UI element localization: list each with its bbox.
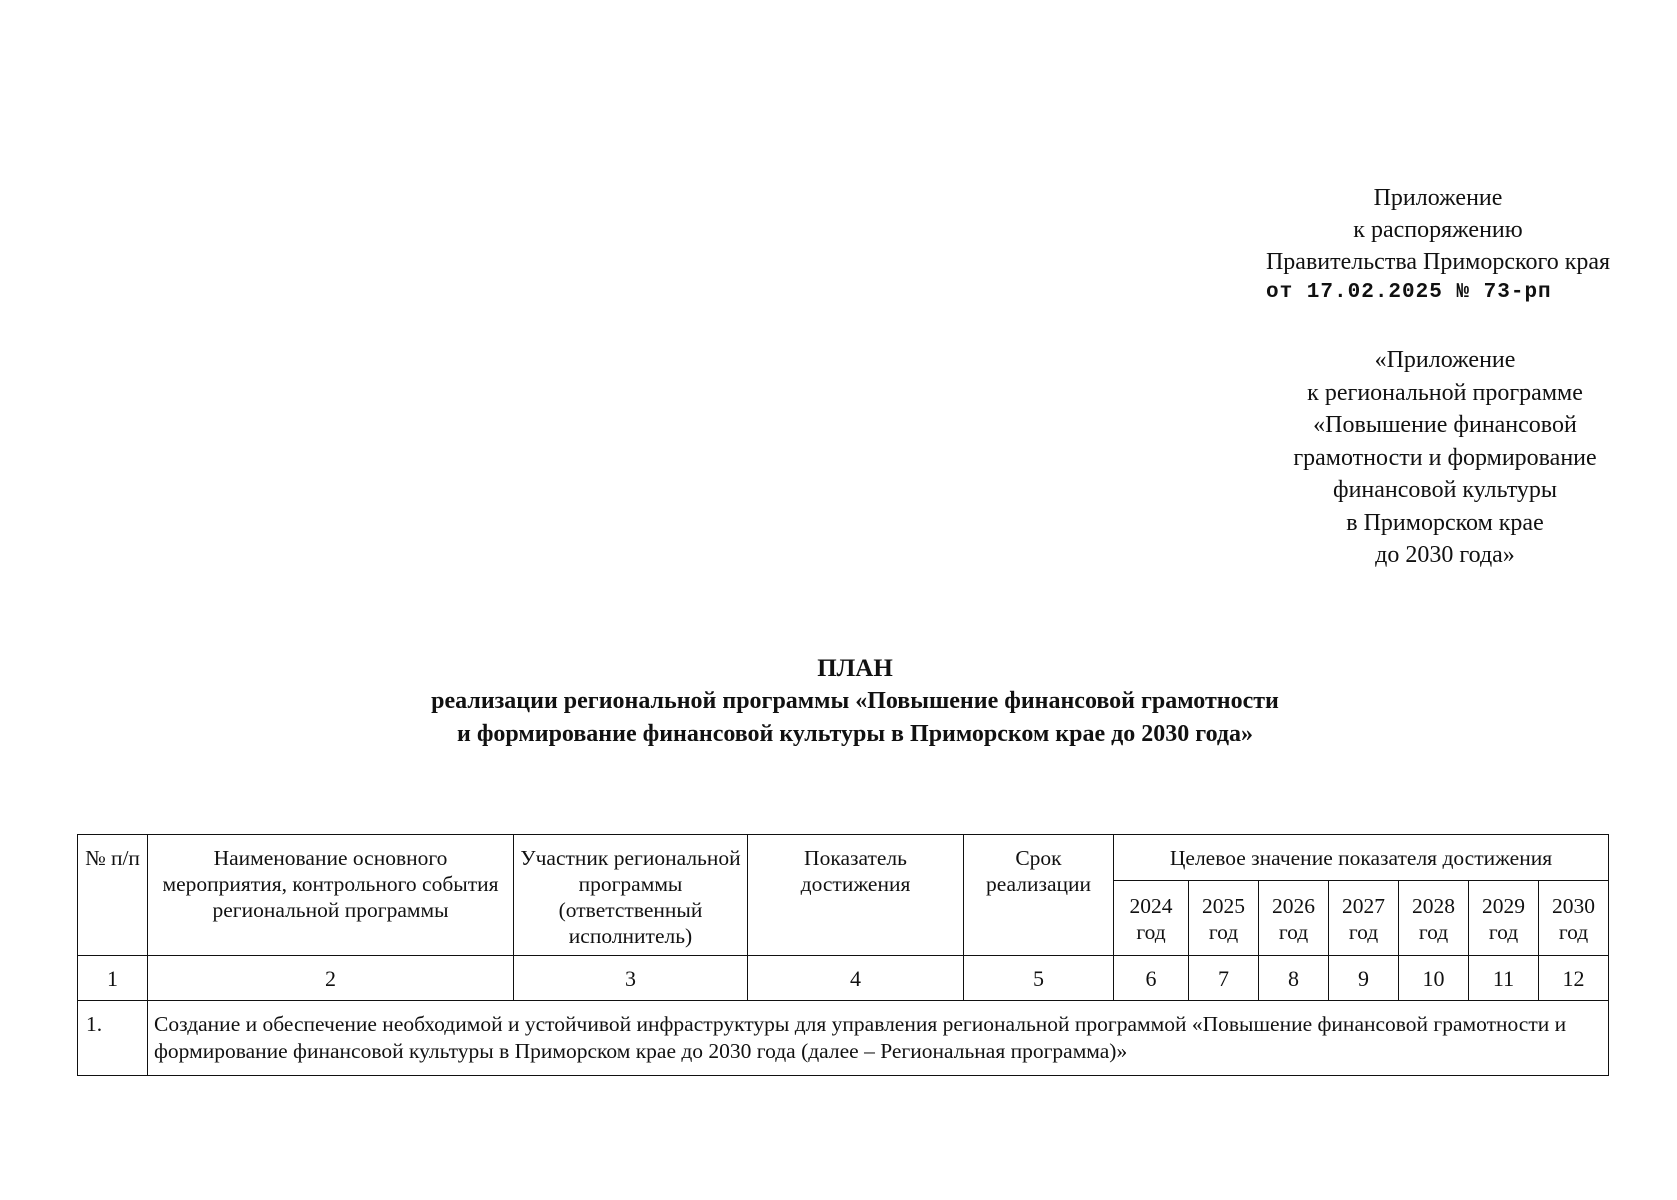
header-event: Наименование основного мероприятия, контрольного события региональной программы xyxy=(148,835,514,956)
header-participant: Участник региональной программы (ответственный исполнитель) xyxy=(514,835,748,956)
column-number: 2 xyxy=(148,956,514,1001)
plan-subheading-line-1: реализации региональной программы «Повышение финансовой грамотности xyxy=(431,688,1279,714)
column-number: 5 xyxy=(964,956,1114,1001)
header-year: 2029 год xyxy=(1469,880,1539,955)
header-year: 2024 год xyxy=(1114,880,1189,955)
attachment-title: Приложение xyxy=(1373,185,1503,211)
table-row xyxy=(78,1001,1609,1076)
column-number: 4 xyxy=(748,956,964,1001)
column-number: 7 xyxy=(1189,956,1259,1001)
plan-table xyxy=(77,834,1609,1076)
program-attachment-line-3: «Повышение финансовой xyxy=(1313,412,1577,438)
program-attachment-line-2: к региональной программе xyxy=(1307,379,1583,406)
program-attachment-line-5: финансовой культуры xyxy=(1333,477,1557,503)
header-term: Срок реализации xyxy=(964,835,1114,956)
program-attachment-line-4: грамотности и формирование xyxy=(1293,444,1597,471)
program-attachment-header xyxy=(1245,344,1645,572)
column-numbers-row xyxy=(78,956,1609,1001)
column-number: 6 xyxy=(1114,956,1189,1001)
column-number: 1 xyxy=(78,956,148,1001)
header-year: 2025 год xyxy=(1189,880,1259,955)
header-year: 2030 год xyxy=(1539,880,1609,955)
header-year: 2027 год xyxy=(1329,880,1399,955)
plan-heading: ПЛАН xyxy=(817,655,893,682)
plan-subheading-line-2: и формирование финансовой культуры в Приморском крае до 2030 года» xyxy=(456,721,1254,747)
program-attachment-line-1: «Приложение xyxy=(1374,347,1516,373)
order-date-number: от 17.02.2025 № 73-рп xyxy=(1266,281,1552,304)
column-number: 10 xyxy=(1399,956,1469,1001)
program-attachment-line-7: до 2030 года» xyxy=(1375,542,1515,568)
program-attachment-line-6: в Приморском крае xyxy=(1346,509,1544,536)
header-num: № п/п xyxy=(78,835,148,956)
section-number: 1. xyxy=(78,1001,148,1076)
column-number: 12 xyxy=(1539,956,1609,1001)
attachment-subtitle: к распоряжению xyxy=(1353,217,1523,243)
header-indicator: Показатель достижения xyxy=(748,835,964,956)
column-number: 11 xyxy=(1469,956,1539,1001)
section-title: Создание и обеспечение необходимой и устойчивой инфраструктуры для управления региональной программой «Повышение финансовой грамотности и формирование финансовой культуры в Приморском крае до 2030 года (далее – Региональная программа)» xyxy=(148,1001,1609,1076)
column-number: 3 xyxy=(514,956,748,1001)
header-target-value: Целевое значение показателя достижения xyxy=(1114,835,1609,881)
attachment-authority: Правительства Приморского края xyxy=(1265,249,1611,275)
plan-title xyxy=(250,652,1460,751)
attachment-header xyxy=(1238,182,1638,308)
column-number: 9 xyxy=(1329,956,1399,1001)
table-header-row xyxy=(78,835,1609,881)
column-number: 8 xyxy=(1259,956,1329,1001)
header-year: 2028 год xyxy=(1399,880,1469,955)
header-year: 2026 год xyxy=(1259,880,1329,955)
